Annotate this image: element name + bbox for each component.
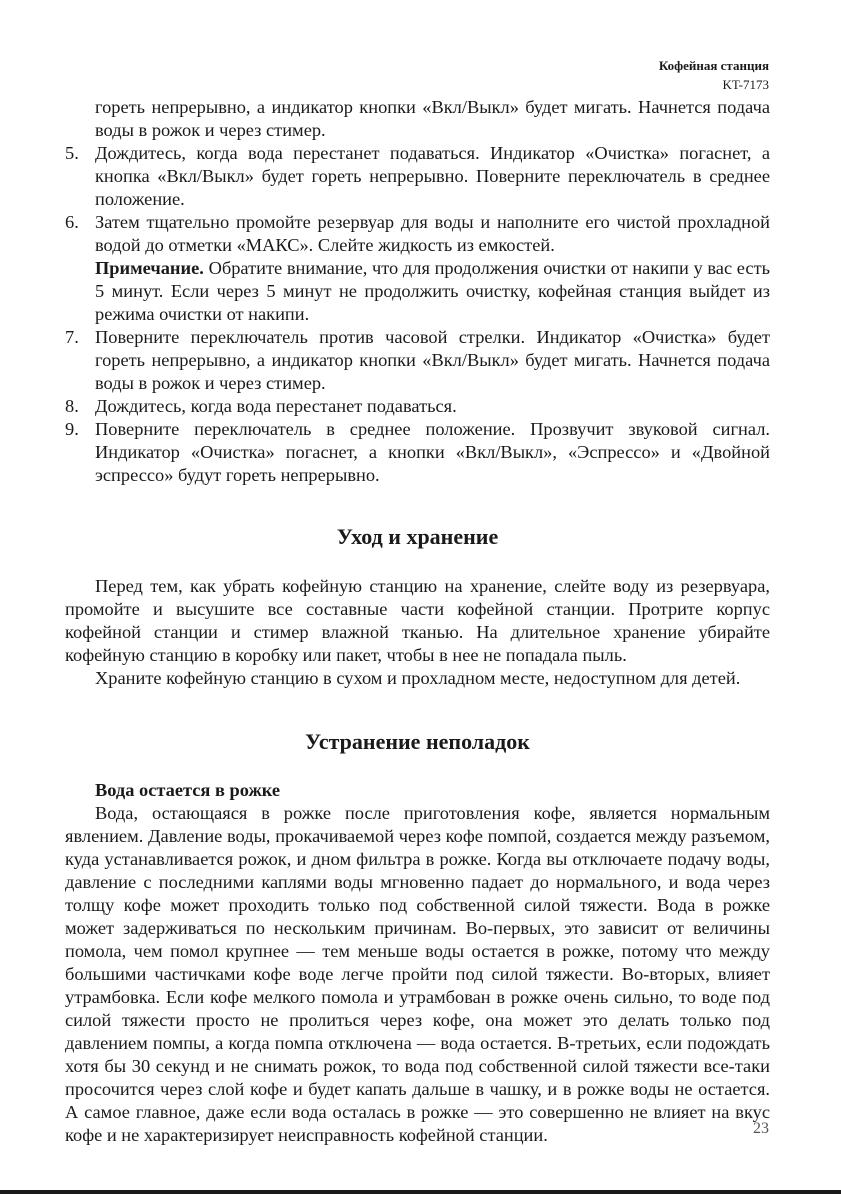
note-label: Примечание.: [95, 258, 204, 278]
troubleshooting-paragraph: Вода, остающаяся в рожке после приготовления кофе, является нормальным явлением. Давление воды, прокачиваемой через кофе помпой, создается между разъемом, куда устанавливается рожок, и дном фильтра в рожке. Когда вы отключаете подачу воды, давление с последними каплями воды мгновенно падает до нормального, и вода через толщу кофе может проходить только под собственной силой тяжести. Вода в рожке может задерживаться по нескольким причинам. Во-первых, это зависит от величины помола, чем помол крупнее — тем меньше воды остается в рожке, потому что между большими частичками кофе воде легче пройти под силой тяжести. Во-вторых, влияет утрамбовка. Если кофе мелкого помола и утрамбован в рожке очень сильно, то воде под силой тяжести просто не пролиться через кофе, она может это делать только под давлением помпы, а когда помпа отключена — вода остается. В-третьих, если подождать хотя бы 30 секунд и не снимать рожок, то вода под собственной силой тяжести все-таки просочится через слой кофе и будет капать дальше в чашку, и в рожке воды не остается. А самое главное, даже если вода осталась в рожке — это совершенно не влияет на вкус кофе и не характеризирует неисправность кофейной станции.: [65, 803, 770, 1145]
step-text: Дождитесь, когда вода перестанет подаваться.: [95, 396, 457, 416]
troubleshooting-subheading: Вода остается в рожке: [95, 780, 281, 800]
page-header: [659, 56, 769, 94]
step-text: Поверните переключатель против часовой стрелки. Индикатор «Очистка» будет гореть непрерывно, а индикатор кнопки «Вкл/Выкл» будет мигать. Начнется подача воды в рожок и через стимер.: [95, 327, 770, 393]
step-number: 6.: [65, 212, 79, 232]
care-section-heading: Уход и хранение: [336, 524, 499, 549]
note-paragraph: [95, 257, 770, 326]
list-item: [65, 211, 770, 326]
step-number: 8.: [65, 396, 79, 416]
step-number: 7.: [65, 327, 79, 347]
list-item: [65, 395, 770, 418]
step-text: гореть непрерывно, а индикатор кнопки «Вкл/Выкл» будет мигать. Начнется подача воды в рожок и через стимер.: [95, 97, 770, 140]
step-text: Затем тщательно промойте резервуар для воды и наполните его чистой прохладной водой до отметки «МАКС». Слейте жидкость из емкостей.: [95, 212, 770, 255]
note-text: Обратите внимание, что для продолжения очистки от накипи у вас есть 5 минут. Если через 5 минут не продолжить очистку, кофейная станция выйдет из режима очистки от накипи.: [95, 258, 770, 324]
header-model-number: KT-7173: [722, 77, 769, 92]
list-item: [65, 96, 770, 142]
step-text: Дождитесь, когда вода перестанет подаваться. Индикатор «Очистка» погаснет, а кнопка «Вкл/Выкл» будет гореть непрерывно. Поверните переключатель в среднее положение.: [95, 143, 770, 209]
care-paragraph-2: Храните кофейную станцию в сухом и прохладном месте, недоступном для детей.: [95, 668, 741, 688]
list-item: [65, 326, 770, 395]
header-product-title: Кофейная станция: [658, 58, 769, 73]
page-content: [65, 96, 770, 1147]
list-item: [65, 142, 770, 211]
step-number: 9.: [65, 419, 79, 439]
page-number: 23: [753, 1120, 769, 1137]
step-text: Поверните переключатель в среднее положение. Прозвучит звуковой сигнал. Индикатор «Очистка» погаснет, а кнопки «Вкл/Выкл», «Эспрессо» и «Двойной эспрессо» будут гореть непрерывно.: [95, 419, 770, 485]
list-item: [65, 418, 770, 487]
step-number: 5.: [65, 143, 79, 163]
bottom-border: [0, 1190, 841, 1194]
troubleshooting-section-heading: Устранение неполадок: [305, 729, 530, 754]
cleaning-steps-list: [65, 96, 770, 487]
care-paragraph-1: Перед тем, как убрать кофейную станцию на хранение, слейте воду из резервуара, промойте и высушите все составные части кофейной станции. Протрите корпус кофейной станции и стимер влажной тканью. На длительное хранение убирайте кофейную станцию в коробку или пакет, чтобы в нее не попадала пыль.: [65, 576, 770, 665]
